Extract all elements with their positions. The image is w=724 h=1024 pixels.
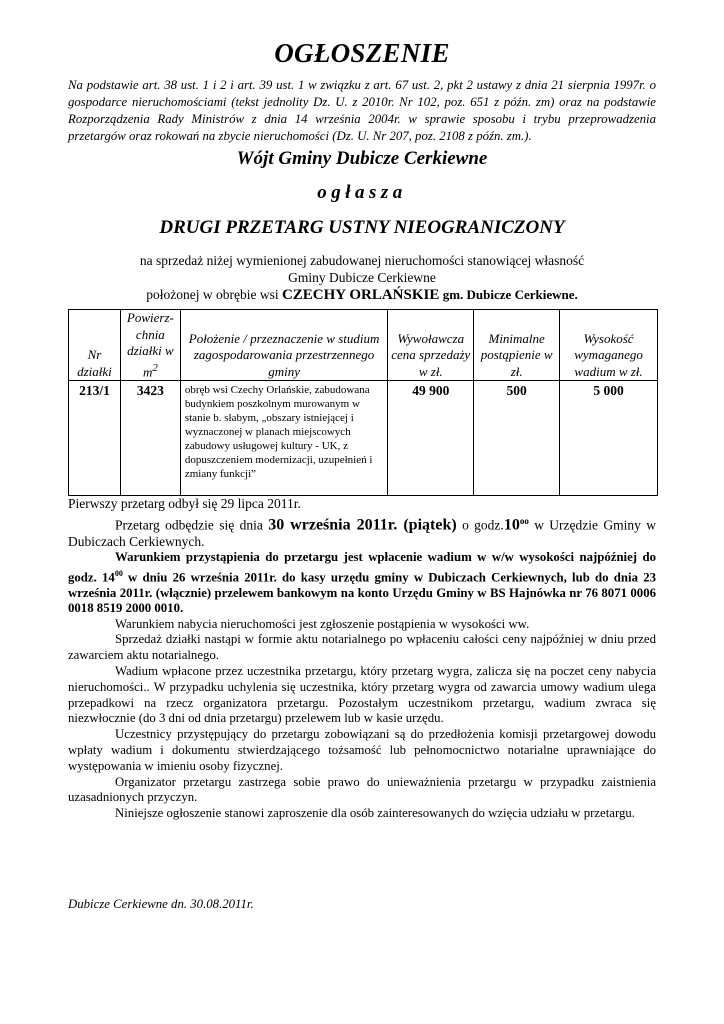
intro-line-3 [68, 286, 656, 304]
commune-name: gm. Dubicze Cerkiewne. [442, 287, 578, 302]
header-area-sup: 2 [152, 361, 158, 374]
conditions-sup: 00 [114, 568, 123, 578]
property-table [68, 309, 658, 496]
document-title: OGŁOSZENIE [274, 38, 450, 68]
first-tender-note: Pierwszy przetarg odbył się 29 lipca 2011r. [68, 496, 301, 512]
cell-price: 49 900 [388, 381, 474, 496]
paragraph-4: Uczestnicy przystępujący do przetargu zobowiązani są do przedłożenia komisji przetargowej dowodu wpłaty wadium i dokumentu stwierdzającego tożsamość lub pełnomocnictwo notarialne uprawniające do występowania w imieniu osoby fizycznej. [68, 727, 656, 773]
conditions-part-2: w dniu 26 września 2011r. do kasy urzędu gminy w Dubiczach Cerkiewnych, lub do dnia 23 września 2011r. (włącznie) przelewem bankowym na konto Urzędu Gminy w BS Hajnówka nr 76 8071 0006 0018 8519 2000 0010. [68, 570, 656, 616]
deposit-conditions [68, 550, 656, 616]
paragraph-2: Sprzedaż działki nastąpi w formie aktu notarialnego po wpłaceniu całości ceny najpóźniej w dniu przed zawarciem aktu notarialnego. [68, 632, 656, 663]
cell-min-bid: 500 [474, 381, 560, 496]
intro-line-1: na sprzedaż niżej wymienionej zabudowanej nieruchomości stanowiącej własność [139, 253, 585, 268]
schedule-prefix: Przetarg odbędzie się dnia [115, 517, 263, 533]
cell-area: 3423 [120, 381, 180, 496]
schedule-suffix: w Urzędzie Gminy w Dubiczach Cerkiewnych. [68, 517, 657, 549]
paragraph-3: Wadium wpłacone przez uczestnika przetargu, który przetarg wygra, zalicza się na poczet ceny nabycia nieruchomości.. W przypadku uchylenia się uczestnika, który przetarg wygra od zawarcia umowy wadium ulega przepadkowi na rzecz organizatora przetargu. Pozostałym uczestnikom przetargu, wadium zwraca się niezwłocznie (do 3 dni od dnia przetargu) przelewem lub w kasie urzędu. [68, 663, 656, 726]
cell-deposit: 5 000 [560, 381, 658, 496]
tender-hour: 10 [503, 516, 520, 534]
village-name: CZECHY ORLAŃSKIE [281, 287, 440, 303]
intro-location-prefix: położonej w obrębie wsi [146, 287, 279, 302]
cell-description: obręb wsi Czechy Orlańskie, zabudowana budynkiem poszkolnym murowanym w stanie b. słabym, „obszary istniejącej i wyznaczonej w planach miejscowych zabudowy usługowej kultury - UK, z dopuszczeniem modernizacji, uzupełnień i zmiany funkcji” [180, 381, 387, 496]
tender-title: DRUGI PRZETARG USTNY NIEOGRANICZONY [159, 217, 565, 238]
schedule-mid: o godz. [462, 517, 504, 533]
document-page [68, 38, 656, 822]
legal-basis: Na podstawie art. 38 ust. 1 i 2 i art. 39 ust. 1 w związku z art. 67 ust. 2, pkt 2 ustawy z dnia 21 sierpnia 1997r. o gospodarce nieruchomościami (tekst jednolity Dz. U. z 2010r. Nr 102, poz. 651 z późn. zm) oraz na podstawie Rozporządzenia Rady Ministrów z dnia 14 września 2004r. w sprawie sposobu i trybu przeprowadzenia przetargów oraz rokowań na zbycie nieruchomości (Dz. U. Nr 207, poz. 2108 z późn. zm.). [68, 78, 656, 143]
table-header-row [69, 310, 658, 381]
cell-plot-number: 213/1 [69, 381, 121, 496]
intro-line-2: Gminy Dubicze Cerkiewne [288, 270, 436, 285]
header-area [120, 310, 180, 381]
header-plot-number: Nr działki [69, 310, 121, 381]
tender-minutes: oo [519, 515, 529, 526]
header-min-bid: Minimalne postąpienie w zł. [474, 310, 560, 381]
paragraph-1: Warunkiem nabycia nieruchomości jest zgłoszenie postąpienia w wysokości ww. [115, 616, 530, 631]
paragraph-5: Organizator przetargu zastrzega sobie prawo do unieważnienia przetargu w przypadku zaistnienia uzasadnionych przyczyn. [68, 774, 656, 805]
issuer-heading: Wójt Gminy Dubicze Cerkiewne [236, 148, 488, 169]
announces-heading: ogłasza [317, 182, 407, 203]
table-row [69, 381, 658, 496]
tender-schedule [68, 513, 656, 551]
header-area-text: Powierz-chnia działki w m [126, 310, 174, 379]
header-location: Położenie / przeznaczenie w studium zagospodarowania przestrzennego gminy [180, 310, 387, 381]
intro-block [68, 252, 656, 304]
header-deposit: Wysokość wymaganego wadium w zł. [560, 310, 658, 381]
conditions-part-1: Warunkiem przystąpienia do przetargu jest wpłacenie wadium w w/w wysokości najpóźniej do godz. 14 [68, 550, 656, 585]
header-price: Wywoławcza cena sprzedaży w zł. [388, 310, 474, 381]
tender-date: 30 września 2011r. (piątek) [268, 516, 457, 534]
paragraph-6: Niniejsze ogłoszenie stanowi zaproszenie dla osób zainteresowanych do wzięcia udziału w przetargu. [115, 806, 635, 821]
footer-date: Dubicze Cerkiewne dn. 30.08.2011r. [68, 897, 254, 911]
